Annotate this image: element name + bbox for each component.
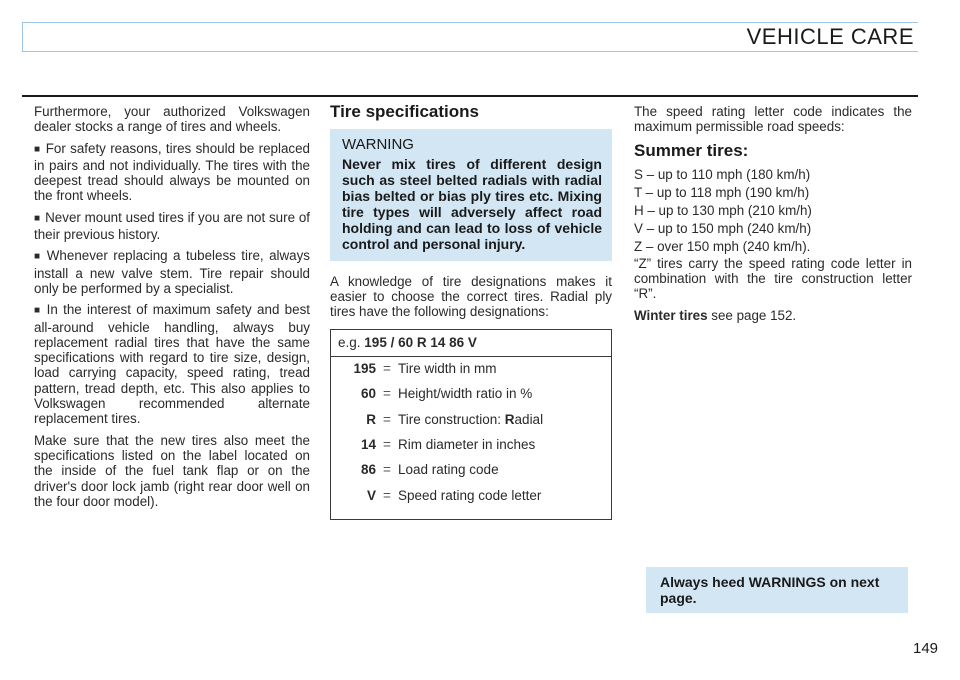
row-code: 195 — [353, 360, 376, 376]
table-body — [331, 357, 611, 519]
middle-column — [330, 104, 612, 520]
example-code: 195 / 60 R 14 86 V — [364, 335, 477, 351]
warning-box — [330, 129, 612, 260]
row-description-bold: R — [504, 411, 515, 427]
row-description — [398, 412, 611, 427]
table-row — [331, 488, 611, 513]
tire-designation-table — [330, 329, 612, 520]
row-code: R — [366, 411, 376, 427]
bullet-item: ■ In the interest of maximum safety and best all-around vehicle handling, always buy replacement radial tires that have the same specifications with regard to tire size, design, load carrying capacity, speed rating, tread pattern, tread depth, etc. This also applies to Volkswagen recommended alternate replacement tires. — [34, 302, 310, 426]
row-description: Rim diameter in inches — [398, 436, 536, 452]
row-description: Tire width in mm — [398, 360, 497, 376]
row-code: 86 — [360, 462, 376, 478]
table-row — [331, 386, 611, 411]
table-row — [331, 437, 611, 462]
row-code: 14 — [360, 436, 376, 452]
page-number: 149 — [913, 640, 939, 657]
row-description: Speed rating code letter — [398, 487, 542, 503]
table-row — [331, 361, 611, 386]
row-description-rest: adial — [514, 411, 544, 427]
speed-rating-item: Z – over 150 mph (240 km/h). — [634, 238, 811, 254]
example-prefix: e.g. — [338, 335, 361, 351]
tire-specifications-heading: Tire specifications — [330, 102, 479, 121]
row-equals: = — [383, 487, 391, 503]
example-designation — [331, 330, 611, 356]
speed-rating-item: T – up to 118 mph (190 km/h) — [634, 184, 810, 200]
row-equals: = — [383, 360, 391, 376]
row-equals: = — [383, 411, 391, 427]
bullet-item: ■ Whenever replacing a tubeless tire, always install a new valve stem. Tire repair should only be performed by a specialist. — [34, 248, 310, 296]
section-title: VEHICLE CARE — [746, 24, 914, 49]
closing-paragraph: Make sure that the new tires also meet the specifications listed on the label located on the inside of the fuel tank flap or on the driver's door lock jamb (right rear door well on the four door model). — [34, 432, 310, 509]
winter-tires-page-ref: see page 152. — [707, 307, 797, 323]
speed-rating-item: S – up to 110 mph (180 km/h) — [634, 166, 811, 182]
right-column — [634, 104, 912, 329]
warning-text: Never mix tires of different design such as steel belted radials with radial bias belted or bias ply tires etc. Mixing tire types will adversely affect road holding and can lead to loss of vehicle control and personal injury. — [342, 155, 602, 252]
bullet-item: ■ For safety reasons, tires should be replaced in pairs and not individually. The tires with the deepest tread should always be mounted on the front wheels. — [34, 141, 310, 204]
row-code: 60 — [360, 386, 376, 402]
winter-tires-label: Winter tires — [634, 307, 708, 323]
row-description-prefix: Tire construction: — [398, 411, 505, 427]
table-row — [331, 462, 611, 487]
header-rule — [22, 95, 918, 97]
warnings-notice-box — [646, 567, 908, 613]
left-column — [34, 104, 310, 515]
intro-paragraph: Furthermore, your authorized Volkswagen dealer stocks a range of tires and wheels. — [34, 104, 310, 135]
speed-rating-item: V – up to 150 mph (240 km/h) — [634, 220, 812, 236]
speed-rating-item: H – up to 130 mph (210 km/h) — [634, 202, 812, 218]
row-equals: = — [383, 386, 391, 402]
winter-tires-reference — [634, 308, 912, 323]
table-row — [331, 412, 611, 437]
warning-label: WARNING — [342, 136, 414, 154]
speed-rating-intro: The speed rating letter code indicates the maximum permissible road speeds: — [634, 104, 912, 135]
row-equals: = — [383, 462, 391, 478]
row-equals: = — [383, 436, 391, 452]
summer-tires-heading: Summer tires: — [634, 140, 749, 160]
row-description: Load rating code — [398, 462, 499, 478]
z-tires-note: “Z” tires carry the speed rating code letter in combination with the tire construction letter “R”. — [634, 255, 912, 302]
row-code: V — [366, 487, 376, 503]
warnings-notice-text: Always heed WARNINGS on next page. — [660, 574, 880, 606]
designation-intro: A knowledge of tire designations makes it easier to choose the correct tires. Radial ply tires have the following designations: — [330, 273, 612, 320]
row-description: Height/width ratio in % — [398, 386, 533, 402]
bullet-item: ■ Never mount used tires if you are not sure of their previous history. — [34, 210, 310, 243]
